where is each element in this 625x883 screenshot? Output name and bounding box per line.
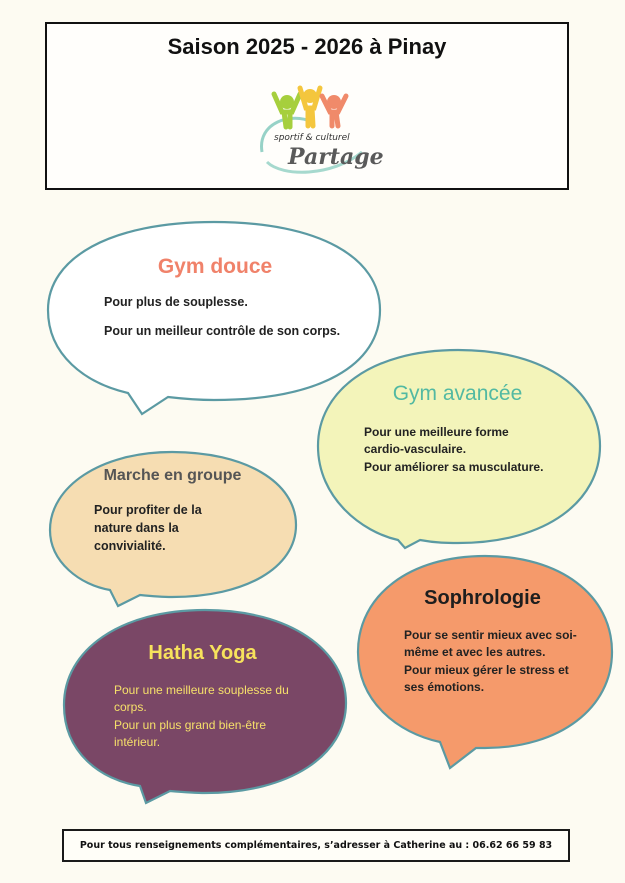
text-hatha-yoga <box>114 682 289 752</box>
text-marche-en-groupe <box>94 501 239 555</box>
line-sophrologie-1: Pour se sentir mieux avec soi-même et avec les autres. <box>404 628 577 660</box>
svg-text:sportif & culturel: sportif & culturel <box>274 133 350 143</box>
text-gym-douce <box>104 292 344 343</box>
text-sophrologie <box>404 627 579 697</box>
title-sophrologie: Sophrologie <box>424 587 541 609</box>
line-hatha-1: Pour une meilleure souplesse du corps. <box>114 683 289 715</box>
line-gym-avancee-1: Pour une meilleure forme cardio-vasculaire. <box>364 425 509 457</box>
line-hatha-2: Pour un plus grand bien-être intérieur. <box>114 717 267 750</box>
page-title: Saison 2025 - 2026 à Pinay <box>167 34 447 59</box>
line-gym-douce-1: Pour plus de souplesse. <box>104 295 248 309</box>
title-gym-avancee: Gym avancée <box>392 382 523 405</box>
line-sophrologie-2: Pour mieux gérer le stress et ses émotions. <box>404 662 569 695</box>
line-gym-avancee-2: Pour améliorer sa musculature. <box>364 459 544 474</box>
title-marche-en-groupe: Marche en groupe <box>103 467 242 484</box>
text-gym-avancee <box>364 424 549 476</box>
svg-text:Partage: Partage <box>288 144 384 170</box>
contact-footer: Pour tous renseignements complémentaires, s’adresser à Catherine au : 06.62 66 59 83 <box>62 829 570 862</box>
line-marche-1: Pour profiter de la nature dans la convivialité. <box>94 503 202 554</box>
title-hatha-yoga: Hatha Yoga <box>148 642 257 664</box>
line-gym-douce-2: Pour un meilleur contrôle de son corps. <box>104 324 341 339</box>
title-gym-douce: Gym douce <box>157 255 273 278</box>
